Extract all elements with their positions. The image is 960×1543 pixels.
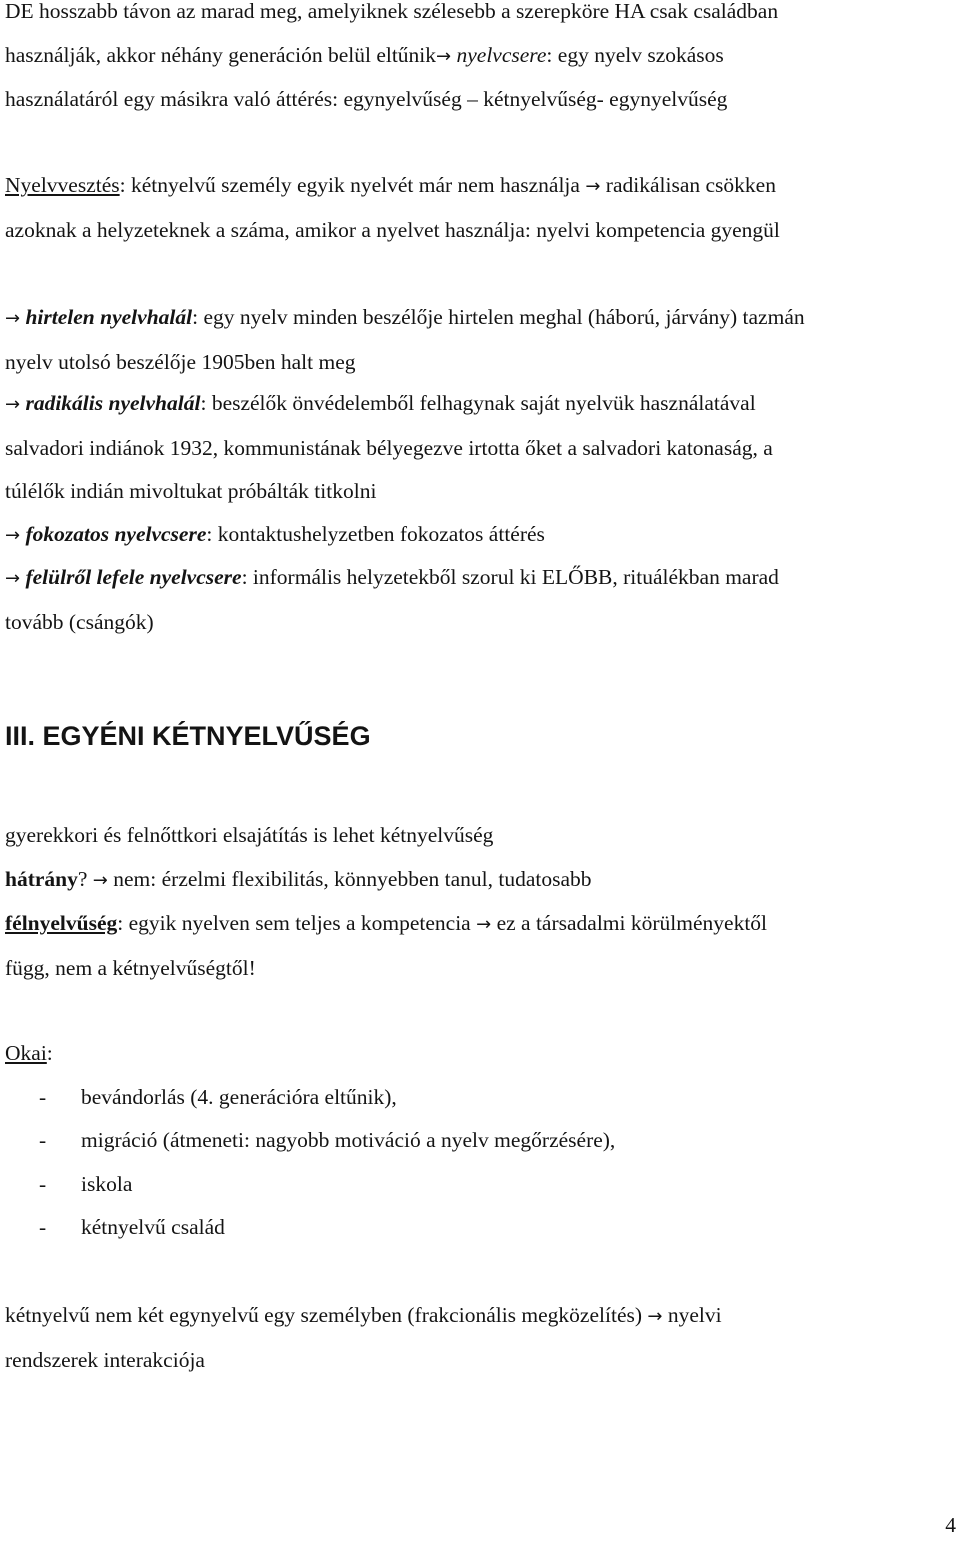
text-line xyxy=(5,1294,935,1339)
text-span: : egyik nyelven sem teljes a kompetencia xyxy=(117,911,477,935)
term-felnyelvuseg: félnyelvűség xyxy=(5,911,118,935)
term-nyelvcsere: nyelvcsere xyxy=(451,42,547,67)
paragraph-gradual-shift xyxy=(5,513,935,558)
text-span: gyerekkori és felnőttkori elsajátítás is lehet kétnyelvűség xyxy=(5,823,494,847)
text-span: kétnyelvű nem két egynyelvű egy személyben (frakcionális megközelítés) xyxy=(5,1303,648,1327)
arrow-icon: → xyxy=(5,568,21,589)
text-span: salvadori indiánok 1932, kommunistának bélyegezve irtotta őket a salvadori katonaság, a xyxy=(5,435,773,460)
reasons-section xyxy=(5,1032,935,1250)
term-hatrany: hátrány xyxy=(5,866,78,891)
reasons-label: Okai xyxy=(5,1041,47,1065)
text-span: nyelvi xyxy=(662,1303,722,1327)
term-hirtelen-nyelvhalal: hirtelen nyelvhalál xyxy=(20,305,193,329)
text-span: DE hosszabb távon az marad meg, amelyiknek szélesebb a szerepköre HA csak családban xyxy=(5,0,779,23)
text-line xyxy=(5,814,935,858)
list-item xyxy=(5,1119,935,1163)
text-line xyxy=(5,1339,935,1383)
text-span: : informális helyzetekből szorul ki ELŐBB, rituálékban marad xyxy=(241,565,779,589)
text-span: : egy nyelv minden beszélője hirtelen meghal (háború, járvány) tazmán xyxy=(192,305,805,329)
text-span: használatáról egy másikra való áttérés: egynyelvűség – kétnyelvűség- egynyelvűség xyxy=(5,87,728,111)
term-radikalis-nyelvhalal: radikális nyelvhalál xyxy=(20,391,201,415)
text-line xyxy=(5,0,935,34)
text-span: azoknak a helyzeteknek a száma, amikor a nyelvet használja: nyelvi kompetencia gyengül xyxy=(5,217,780,242)
text-line xyxy=(5,858,935,903)
text-span: függ, nem a kétnyelvűségtől! xyxy=(5,955,256,980)
text-span: rendszerek interakciója xyxy=(5,1347,205,1372)
list-item-text: bevándorlás (4. generációra eltűnik), xyxy=(81,1084,397,1109)
text-span: radikálisan csökken xyxy=(600,173,776,197)
text-line xyxy=(5,947,935,991)
text-line xyxy=(5,34,935,79)
page-number: 4 xyxy=(945,1513,956,1537)
text-line xyxy=(5,382,935,427)
bullet-dash: - xyxy=(39,1171,47,1196)
list-item xyxy=(5,1206,935,1250)
text-line xyxy=(5,296,935,341)
reasons-label-line xyxy=(5,1032,935,1076)
text-span: : kétnyelvű személy egyik nyelvét már nem használja xyxy=(119,173,586,197)
paragraph-individual-bilingualism xyxy=(5,814,935,990)
list-item-text: migráció (átmeneti: nagyobb motiváció a nyelv megőrzésére), xyxy=(81,1128,616,1152)
list-item xyxy=(5,1076,935,1120)
arrow-icon: → xyxy=(436,45,452,67)
text-line xyxy=(5,513,935,558)
text-line xyxy=(5,556,935,601)
bullet-dash: - xyxy=(39,1128,47,1152)
term-felulrol-lefele-nyelvcsere: felülről lefele nyelvcsere xyxy=(20,565,242,589)
section-heading: III. EGYÉNI KÉTNYELVŰSÉG xyxy=(5,721,371,751)
text-line xyxy=(5,341,935,385)
text-span: tovább (csángók) xyxy=(5,609,154,634)
paragraph-sudden-death xyxy=(5,296,935,384)
arrow-icon: → xyxy=(585,176,601,197)
arrow-icon: → xyxy=(5,525,21,546)
paragraph-radical-death xyxy=(5,382,935,514)
paragraph-top-down-shift xyxy=(5,556,935,644)
text-span: : xyxy=(46,1041,53,1065)
text-span: használják, akkor néhány generáción belül eltűnik xyxy=(5,42,437,67)
text-span: ez a társadalmi körülményektől xyxy=(491,911,768,935)
text-span: túlélők indián mivoltukat próbálták titkolni xyxy=(5,479,377,503)
term-nyelvvesztes: Nyelvvesztés xyxy=(5,173,120,197)
text-line xyxy=(5,427,935,471)
arrow-icon: → xyxy=(5,308,21,329)
text-span: : kontaktushelyzetben fokozatos áttérés xyxy=(206,522,545,546)
text-span: nem: érzelmi flexibilitás, könnyebben tanul, tudatosabb xyxy=(107,866,592,891)
arrow-icon: → xyxy=(92,869,108,891)
text-span: ? xyxy=(77,866,93,891)
term-fokozatos-nyelvcsere: fokozatos nyelvcsere xyxy=(20,522,207,546)
paragraph-language-shift xyxy=(5,0,935,122)
bullet-dash: - xyxy=(39,1084,47,1109)
text-line xyxy=(5,209,935,253)
paragraph-language-loss xyxy=(5,164,935,252)
arrow-icon: → xyxy=(647,1306,663,1327)
text-span: nyelv utolsó beszélője 1905ben halt meg xyxy=(5,349,356,374)
text-span: : beszélők önvédelemből felhagynak saját nyelvük használatával xyxy=(200,391,756,415)
text-line xyxy=(5,902,935,947)
text-line xyxy=(5,78,935,122)
list-item-text: iskola xyxy=(81,1171,133,1196)
bullet-dash: - xyxy=(39,1215,47,1239)
text-span: : egy nyelv szokásos xyxy=(546,42,724,67)
text-line xyxy=(5,470,935,514)
text-line xyxy=(5,164,935,209)
paragraph-fractional-view xyxy=(5,1294,935,1382)
arrow-icon: → xyxy=(476,914,492,935)
arrow-icon: → xyxy=(5,394,21,415)
list-item xyxy=(5,1163,935,1207)
text-line xyxy=(5,601,935,645)
list-item-text: kétnyelvű család xyxy=(81,1215,225,1239)
